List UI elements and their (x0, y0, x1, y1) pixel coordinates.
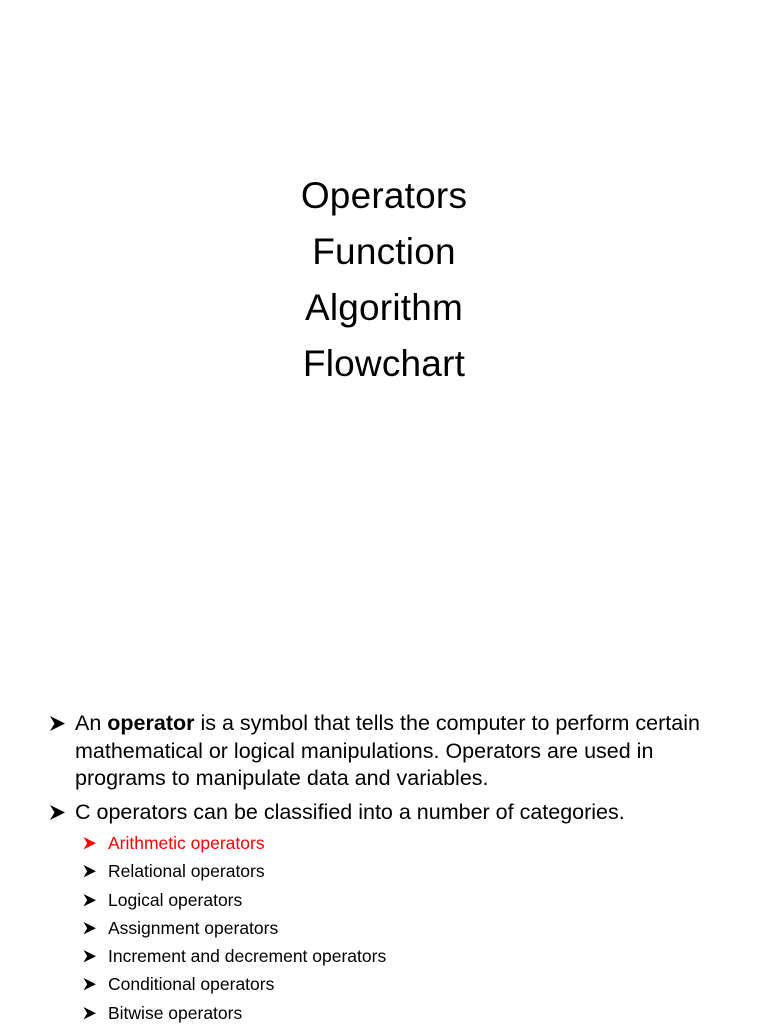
category-item-assignment (82, 914, 728, 942)
category-item-logical (82, 886, 728, 914)
category-item-conditional (82, 970, 728, 998)
operators-slide (0, 640, 768, 1024)
arrow-bullet-icon (82, 857, 98, 885)
bullet-text-prefix: An (75, 711, 108, 735)
arrow-bullet-icon (82, 942, 98, 970)
arrow-bullet-icon (82, 829, 98, 857)
title-line-flowchart: Flowchart (302, 343, 466, 384)
bullet-text: C operators can be classified into a number of categories. (75, 799, 625, 824)
category-list (48, 829, 728, 1024)
arrow-bullet-icon (82, 886, 98, 914)
bullet-list (48, 710, 728, 1024)
category-item-increment-decrement (82, 942, 728, 970)
category-label: Logical operators (108, 889, 243, 910)
bullet-text-suffix: is a symbol that tells the computer to perform certain mathematical or logical manipulations. Operators are used in programs to manipulate data and variables. (75, 711, 700, 790)
title-line-operators: Operators (300, 175, 468, 216)
arrow-bullet-icon (82, 970, 98, 998)
arrow-bullet-icon (48, 710, 66, 737)
slide-title (0, 168, 768, 392)
arrow-bullet-icon (82, 914, 98, 942)
bullet-operator-definition (48, 710, 728, 793)
arrow-bullet-icon (48, 799, 66, 826)
category-label: Relational operators (108, 861, 265, 882)
arrow-bullet-icon (82, 999, 98, 1024)
category-label: Conditional operators (108, 974, 275, 995)
category-label: Arithmetic operators (108, 833, 265, 853)
category-item-bitwise (82, 999, 728, 1024)
bullet-categories (48, 799, 728, 1024)
category-label: Bitwise operators (108, 1002, 243, 1023)
bullet-text-bold: operator (107, 711, 195, 735)
title-line-algorithm: Algorithm (304, 287, 464, 328)
category-item-relational (82, 857, 728, 885)
category-label: Assignment operators (108, 917, 279, 938)
category-label: Increment and decrement operators (108, 946, 387, 967)
category-item-arithmetic (82, 829, 728, 857)
title-line-function: Function (312, 231, 456, 272)
